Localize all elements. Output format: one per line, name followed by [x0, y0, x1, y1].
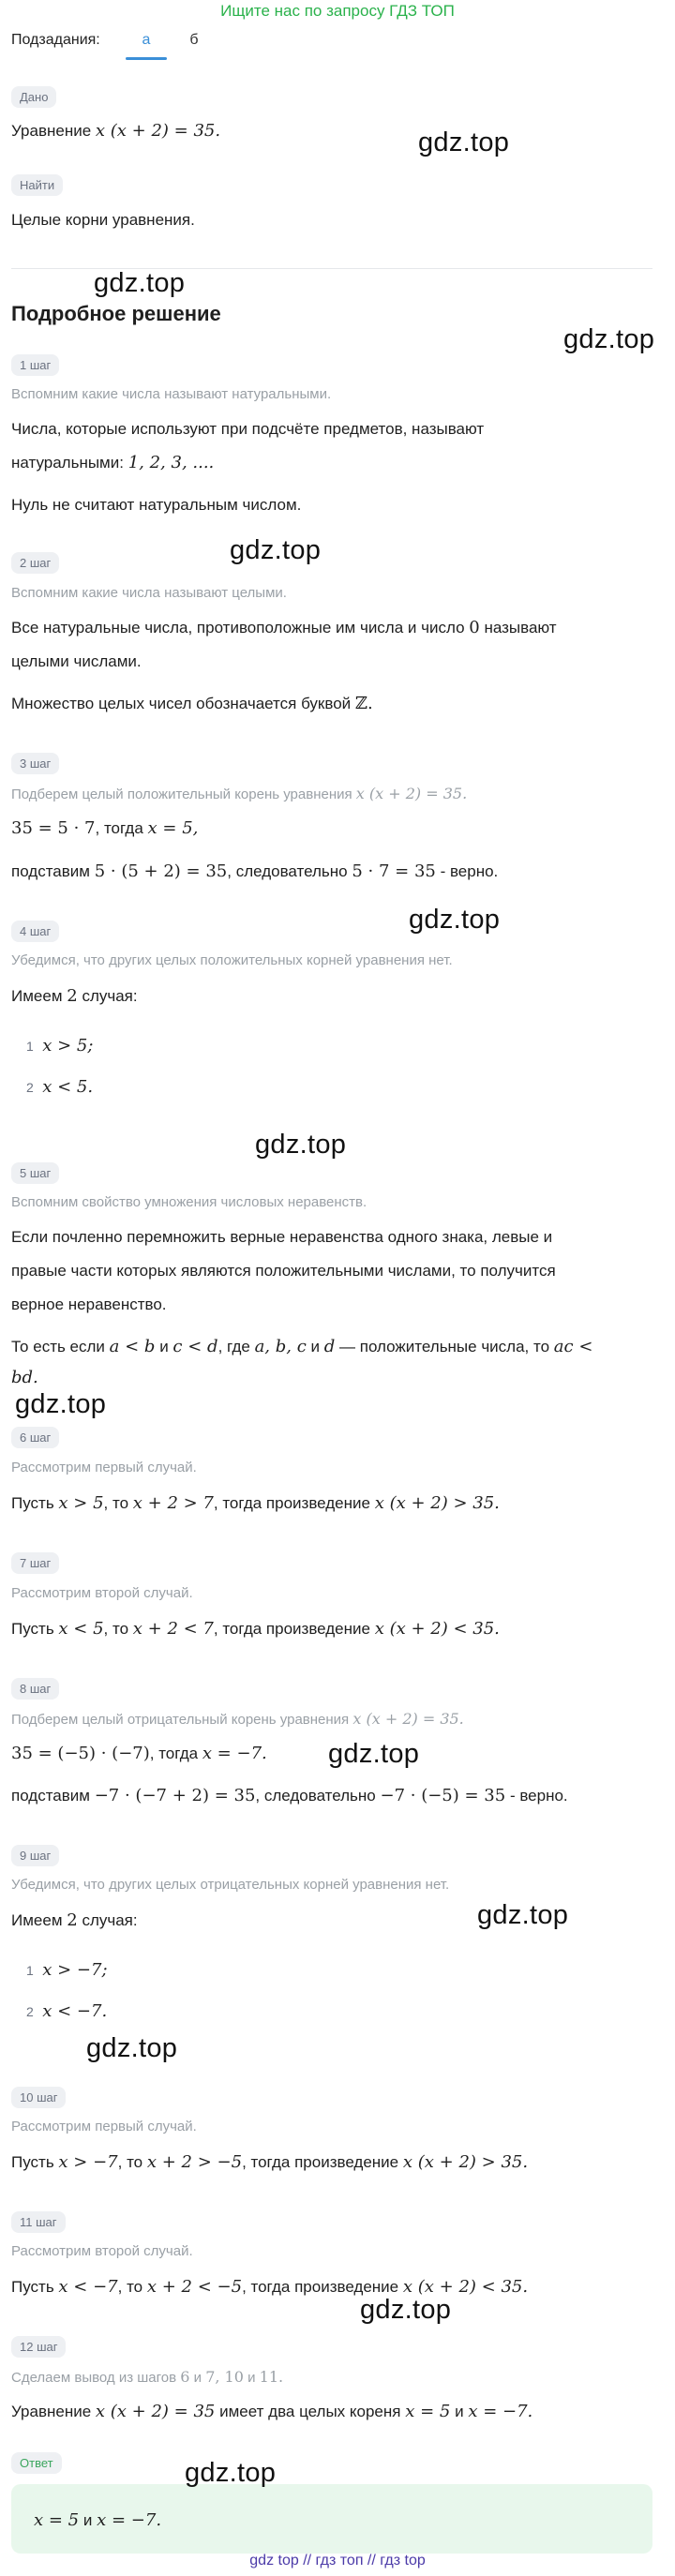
step-2-hint: Вспомним какие числа называют целыми.	[11, 585, 287, 601]
step-5-line-5: bd.	[11, 1368, 38, 1387]
step-4-case-1: 1 x > 5;	[26, 1036, 94, 1056]
watermark: gdz.top	[185, 2458, 277, 2488]
watermark: gdz.top	[477, 1900, 569, 1930]
step-3-label: 3 шаг	[11, 753, 59, 774]
step-8-hint: Подберем целый отрицательный корень уравнения x (x + 2) = 35.	[11, 1710, 464, 1728]
find-label: Найти	[11, 174, 63, 196]
step-5-line-4: То есть если a < b и c < d, где a, b, c и d — положительные числа, то ac <	[11, 1337, 593, 1356]
step-2-line-2: целыми числами.	[11, 652, 142, 670]
watermark: gdz.top	[328, 1739, 420, 1769]
step-11-line: Пусть x < −7, то x + 2 < −5, тогда произведение x (x + 2) < 35.	[11, 2277, 529, 2297]
step-6-hint: Рассмотрим первый случай.	[11, 1460, 197, 1475]
given-text: Уравнение x (x + 2) = 35.	[11, 121, 221, 141]
step-4-label: 4 шаг	[11, 921, 59, 942]
step-1-label: 1 шаг	[11, 354, 59, 376]
step-9-case-2: 2 x < −7.	[26, 2001, 108, 2021]
step-6-label: 6 шаг	[11, 1427, 59, 1448]
answer-text: x = 5 и x = −7.	[34, 2510, 162, 2530]
watermark: gdz.top	[15, 1389, 107, 1419]
step-4-line-1: Имеем 2 случая:	[11, 986, 138, 1006]
step-11-label: 11 шаг	[11, 2211, 66, 2233]
step-9-hint: Убедимся, что других целых отрицательных корней уравнения нет.	[11, 1877, 450, 1893]
given-label: Дано	[11, 86, 56, 108]
watermark: gdz.top	[360, 2295, 452, 2325]
watermark: gdz.top	[563, 324, 655, 354]
step-12-hint: Сделаем вывод из шагов 6 и 7, 10 и 11.	[11, 2368, 284, 2386]
step-12-label: 12 шаг	[11, 2336, 66, 2358]
step-9-line-1: Имеем 2 случая:	[11, 1910, 138, 1930]
subtasks-label: Подзадания:	[11, 32, 100, 48]
answer-label: Ответ	[11, 2452, 62, 2474]
step-10-label: 10 шаг	[11, 2087, 66, 2108]
step-3-line-1: 35 = 5 · 7, тогда x = 5,	[11, 818, 199, 838]
step-1-line-3: Нуль не считают натуральным числом.	[11, 496, 302, 514]
step-10-hint: Рассмотрим первый случай.	[11, 2119, 197, 2134]
step-8-line-2: подставим −7 · (−7 + 2) = 35, следовательно −7 · (−5) = 35 - верно.	[11, 1786, 568, 1805]
step-3-line-2: подставим 5 · (5 + 2) = 35, следовательно 5 · 7 = 35 - верно.	[11, 861, 499, 881]
watermark: gdz.top	[418, 127, 510, 157]
step-2-line-3: Множество целых чисел обозначается буквой ℤ.	[11, 694, 373, 713]
step-7-line: Пусть x < 5, то x + 2 < 7, тогда произведение x (x + 2) < 35.	[11, 1619, 500, 1639]
step-8-line-1: 35 = (−5) · (−7), тогда x = −7.	[11, 1744, 267, 1763]
step-11-hint: Рассмотрим второй случай.	[11, 2243, 193, 2259]
step-2-label: 2 шаг	[11, 552, 59, 574]
step-12-line: Уравнение x (x + 2) = 35 имеет два целых кореня x = 5 и x = −7.	[11, 2402, 533, 2421]
step-4-hint: Убедимся, что других целых положительных корней уравнения нет.	[11, 952, 453, 968]
step-10-line: Пусть x > −7, то x + 2 > −5, тогда произведение x (x + 2) > 35.	[11, 2152, 529, 2172]
watermark: gdz.top	[409, 905, 501, 935]
tab-subtask-b[interactable]: б	[189, 32, 199, 48]
watermark: gdz.top	[255, 1130, 347, 1160]
step-1-line-2: натуральными: 1, 2, 3, ....	[11, 453, 215, 472]
step-3-hint: Подберем целый положительный корень уравнения x (x + 2) = 35.	[11, 785, 468, 802]
watermark: gdz.top	[230, 535, 322, 565]
find-text: Целые корни уравнения.	[11, 211, 195, 229]
step-7-hint: Рассмотрим второй случай.	[11, 1585, 193, 1601]
step-5-line-3: верное неравенство.	[11, 1295, 167, 1313]
step-8-label: 8 шаг	[11, 1678, 59, 1700]
solution-title: Подробное решение	[11, 302, 221, 325]
step-5-line-1: Если почленно перемножить верные неравенства одного знака, левые и	[11, 1228, 553, 1246]
step-7-label: 7 шаг	[11, 1552, 59, 1574]
step-9-case-1: 1 x > −7;	[26, 1960, 108, 1980]
active-tab-indicator	[126, 57, 167, 60]
step-9-label: 9 шаг	[11, 1845, 59, 1866]
step-5-line-2: правые части которых являются положительными числами, то получится	[11, 1262, 556, 1280]
step-1-line-1: Числа, которые используют при подсчёте предметов, называют	[11, 420, 485, 438]
step-1-hint: Вспомним какие числа называют натуральными.	[11, 386, 332, 402]
watermark: gdz.top	[86, 2033, 178, 2063]
tab-subtask-a[interactable]: а	[142, 32, 151, 48]
watermark: gdz.top	[94, 268, 186, 298]
step-2-line-1: Все натуральные числа, противоположные им числа и число 0 называют	[11, 618, 557, 637]
footer-links[interactable]: gdz top // гдз топ // гдз top	[249, 2553, 426, 2569]
top-ad-link[interactable]: Ищите нас по запросу ГДЗ ТОП	[220, 2, 455, 20]
step-4-case-2: 2 x < 5.	[26, 1077, 94, 1097]
step-6-line: Пусть x > 5, то x + 2 > 7, тогда произведение x (x + 2) > 35.	[11, 1493, 500, 1513]
step-5-label: 5 шаг	[11, 1162, 59, 1184]
step-5-hint: Вспомним свойство умножения числовых неравенств.	[11, 1194, 368, 1210]
